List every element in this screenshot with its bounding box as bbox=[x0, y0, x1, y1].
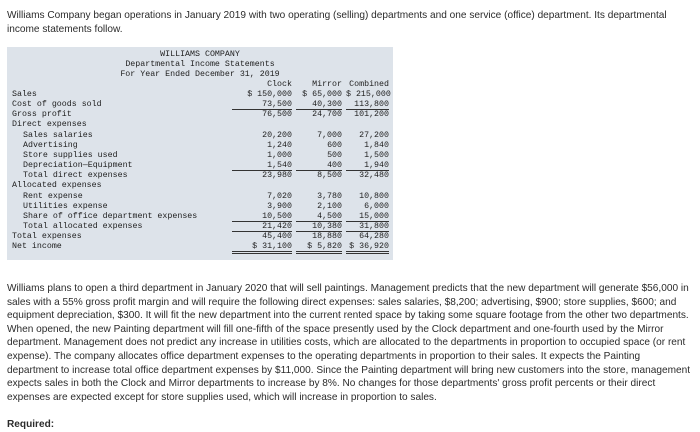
combined-value: 15,000 bbox=[346, 212, 389, 222]
clock-value: 73,500 bbox=[232, 100, 292, 110]
column-header-row bbox=[7, 80, 393, 90]
statement-row bbox=[7, 110, 393, 120]
row-label: Net income bbox=[12, 242, 62, 252]
clock-value: 10,500 bbox=[232, 212, 292, 222]
statement-row bbox=[7, 141, 393, 151]
row-label: Total allocated expenses bbox=[23, 221, 143, 231]
statement-row bbox=[7, 100, 393, 110]
combined-value: $ 215,000 bbox=[346, 90, 391, 99]
statement-row bbox=[7, 151, 393, 161]
clock-value: 7,020 bbox=[267, 191, 292, 201]
mirror-value: 2,100 bbox=[317, 201, 342, 211]
column-header-clock: Clock bbox=[267, 80, 292, 89]
statement-row bbox=[7, 90, 393, 100]
combined-value: 1,940 bbox=[346, 161, 389, 171]
row-label: Total expenses bbox=[12, 232, 82, 242]
mirror-value: 24,700 bbox=[312, 110, 342, 120]
statement-row bbox=[7, 161, 393, 171]
combined-value: 1,500 bbox=[364, 150, 389, 160]
company-name: WILLIAMS COMPANY bbox=[160, 50, 240, 59]
row-label: Utilities expense bbox=[23, 201, 108, 211]
row-label: Advertising bbox=[23, 140, 78, 150]
combined-value: 31,800 bbox=[346, 222, 389, 232]
statement-row bbox=[7, 171, 393, 181]
row-label: Depreciation—Equipment bbox=[23, 161, 133, 171]
intro-paragraph: Williams Company began operations in January 2019 with two operating (selling) departments and one service (office) department. Its departmental income statements follow. bbox=[7, 10, 667, 35]
mirror-value: $ 5,820 bbox=[296, 242, 342, 254]
mirror-value: 600 bbox=[327, 140, 342, 150]
column-header-mirror: Mirror bbox=[312, 80, 342, 89]
mirror-value: 400 bbox=[296, 161, 342, 171]
statement-row bbox=[7, 222, 393, 232]
combined-value: 113,800 bbox=[346, 100, 389, 110]
required-label: Required: bbox=[7, 419, 55, 430]
row-label: Sales bbox=[12, 90, 37, 99]
mirror-value: $ 65,000 bbox=[302, 90, 342, 99]
row-label: Cost of goods sold bbox=[12, 100, 102, 110]
statement-row bbox=[7, 120, 393, 130]
combined-value: 10,800 bbox=[359, 191, 389, 201]
combined-value: 64,280 bbox=[359, 232, 389, 242]
statement-title: Departmental Income Statements bbox=[125, 60, 275, 69]
statement-row bbox=[7, 192, 393, 202]
clock-value: 1,540 bbox=[232, 161, 292, 171]
clock-value: 76,500 bbox=[262, 110, 292, 120]
statement-row bbox=[7, 181, 393, 191]
statement-row bbox=[7, 232, 393, 242]
row-label: Rent expense bbox=[23, 191, 83, 201]
column-header-combined: Combined bbox=[349, 80, 389, 89]
statement-row bbox=[7, 202, 393, 212]
clock-value: 3,900 bbox=[267, 201, 292, 211]
clock-value: 45,400 bbox=[262, 232, 292, 242]
row-label: Sales salaries bbox=[23, 130, 93, 140]
mirror-value: 8,500 bbox=[317, 171, 342, 181]
statement-row bbox=[7, 131, 393, 141]
row-label: Total direct expenses bbox=[23, 171, 128, 181]
mirror-value: 18,880 bbox=[312, 232, 342, 242]
mirror-value: 7,000 bbox=[317, 130, 342, 140]
clock-value: 21,420 bbox=[232, 222, 292, 232]
combined-value: 6,000 bbox=[364, 201, 389, 211]
statement-row bbox=[7, 212, 393, 222]
clock-value: 23,980 bbox=[262, 171, 292, 181]
row-label: Store supplies used bbox=[23, 150, 118, 160]
clock-value: 1,240 bbox=[267, 140, 292, 150]
mirror-value: 500 bbox=[327, 150, 342, 160]
statement-period: For Year Ended December 31, 2019 bbox=[120, 70, 280, 79]
row-label: Direct expenses bbox=[12, 120, 87, 130]
combined-value: 32,480 bbox=[359, 171, 389, 181]
clock-value: 1,000 bbox=[267, 150, 292, 160]
scenario-paragraph: Williams plans to open a third department in January 2020 that will sell paintings. Management predicts that the new department will generate $56,000 in sales with a 55% gross profit margin and will require the following direct expenses: sales salaries, $8,200; advertising, $900; store supplies, $600; and equipment depreciation, $300. It will fit the new department into the current rented space by taking some square footage from the other two departments. When opened, the new Painting department will fill one-fifth of the space presently used by the Clock department and one-fourth used by the Mirror department. Management does not predict any increase in utilities costs, which are allocated to the departments in proportion to occupied space (or rent expense). The company allocates office department expenses to the operating departments in proportion to their sales. It expects the Painting department to increase total office department expenses by $11,000. Since the Painting department will bring new customers into the store, management expects sales in both the Clock and Mirror departments to increase by 8%. No changes for those departments' gross profit percents or their direct expenses are expected except for store supplies used, which will increase in proportion to sales. bbox=[7, 283, 691, 403]
combined-value: 1,840 bbox=[364, 140, 389, 150]
clock-value: 20,200 bbox=[262, 130, 292, 140]
statement-row bbox=[7, 242, 393, 252]
clock-value: $ 31,100 bbox=[232, 242, 292, 254]
row-label: Gross profit bbox=[12, 110, 72, 120]
row-label: Allocated expenses bbox=[12, 181, 102, 191]
combined-value: $ 36,920 bbox=[346, 242, 389, 254]
mirror-value: 4,500 bbox=[296, 212, 342, 222]
mirror-value: 40,300 bbox=[296, 100, 342, 110]
mirror-value: 10,380 bbox=[296, 222, 342, 232]
combined-value: 27,200 bbox=[359, 130, 389, 140]
row-label: Share of office department expenses bbox=[23, 211, 198, 221]
income-statement-panel bbox=[7, 47, 393, 260]
mirror-value: 3,780 bbox=[317, 191, 342, 201]
clock-value: $ 150,000 bbox=[247, 90, 292, 99]
combined-value: 101,200 bbox=[354, 110, 389, 120]
